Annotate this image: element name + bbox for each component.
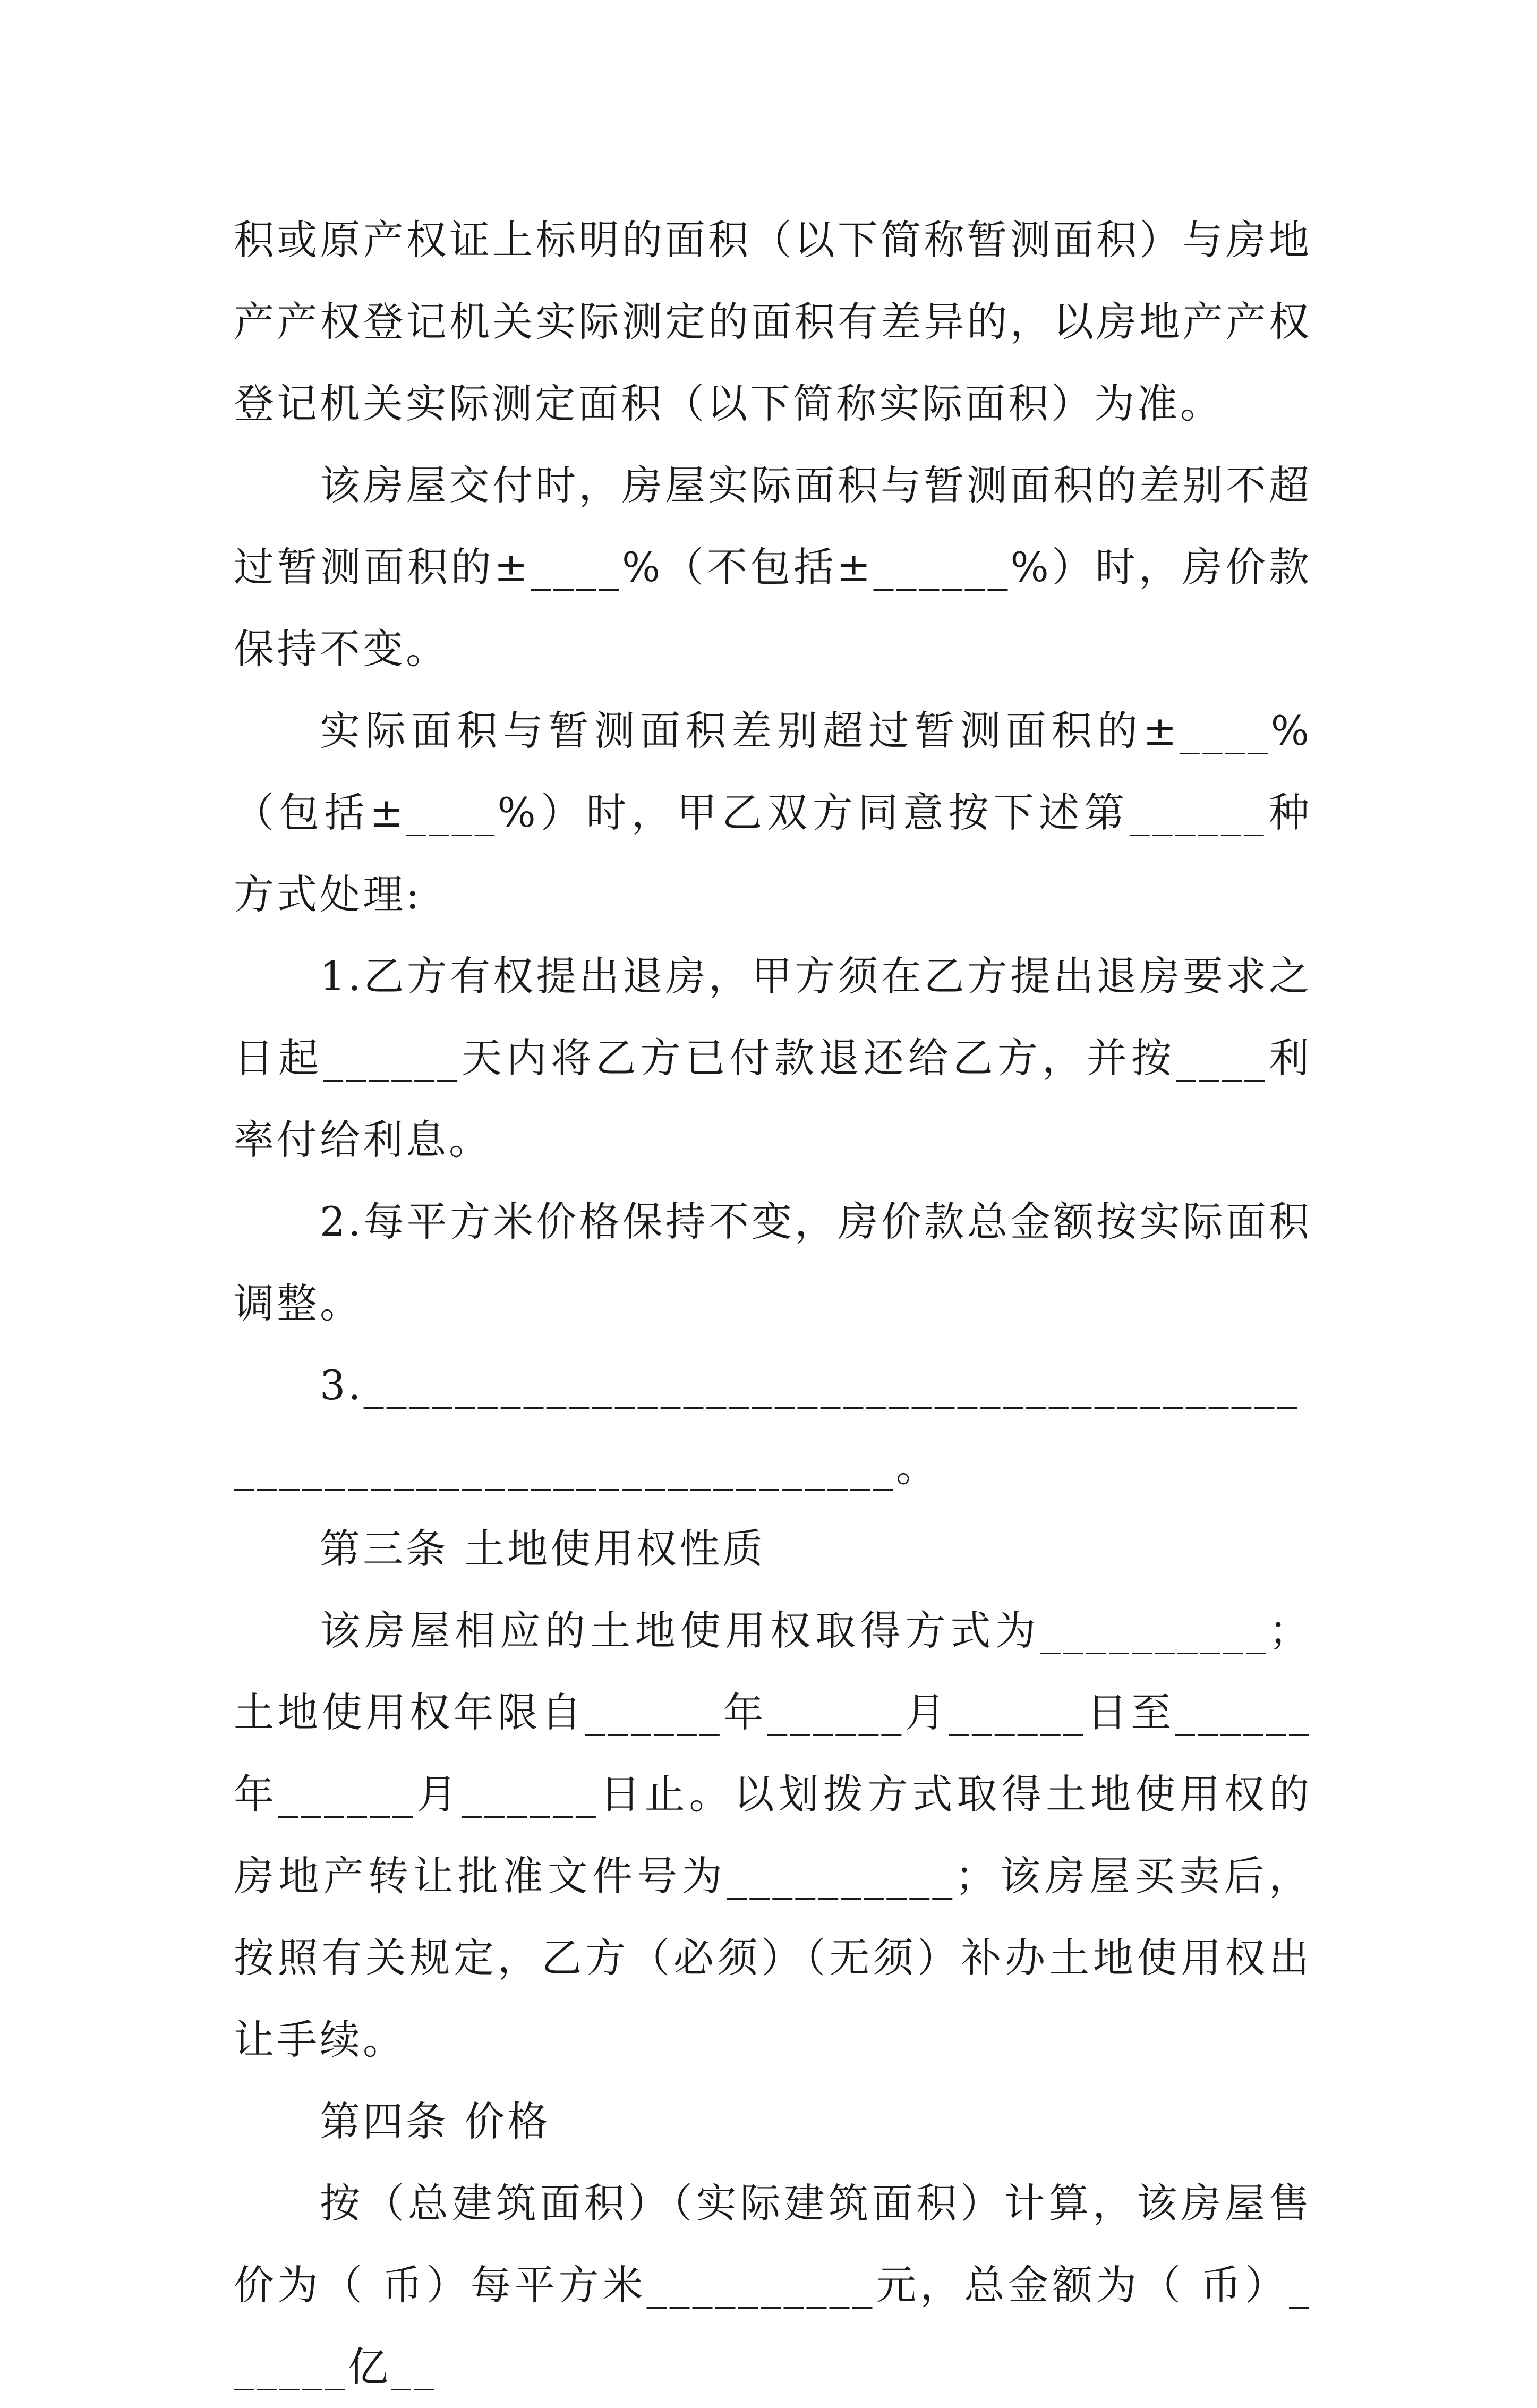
paragraph-option-1: 1.乙方有权提出退房，甲方须在乙方提出退房要求之日起______天内将乙方已付款退还给乙方，并按____利率付给利息。	[234, 952, 1312, 1163]
paragraph-area-excess: 实际面积与暂测面积差别超过暂测面积的±____%（包括±____%）时，甲乙双方同意按下述第______种方式处理:	[234, 707, 1312, 918]
paragraph-option-3: 3.______________________________________________________________________。	[234, 1362, 1300, 1491]
paragraph-price: 按（总建筑面积）（实际建筑面积）计算，该房屋售价为（ 币）每平方米__________元，总金额为（ 币）______亿__	[234, 2180, 1312, 2390]
heading-article-4: 第四条 价格	[320, 2098, 551, 2145]
heading-article-3: 第三条 土地使用权性质	[320, 1525, 766, 1572]
paragraph-area-definition: 积或原产权证上标明的面积（以下简称暂测面积）与房地产产权登记机关实际测定的面积有差异的，以房地产产权登记机关实际测定面积（以下简称实际面积）为准。	[234, 216, 1312, 427]
document-body	[234, 199, 1312, 2408]
paragraph-option-2: 2.每平方米价格保持不变，房价款总金额按实际面积调整。	[234, 1198, 1312, 1327]
paragraph-land-use-right: 该房屋相应的土地使用权取得方式为__________；土地使用权年限自______年______月______日至______年______月______日止。以划拨方式取得土地使用权的房地产转让批准文件号为__________；该房屋买卖后，按照有关规定，乙方（必须）（无须）补办土地使用权出让手续。	[234, 1607, 1312, 2063]
paragraph-area-tolerance: 该房屋交付时，房屋实际面积与暂测面积的差别不超过暂测面积的±____%（不包括±______%）时，房价款保持不变。	[234, 462, 1312, 673]
